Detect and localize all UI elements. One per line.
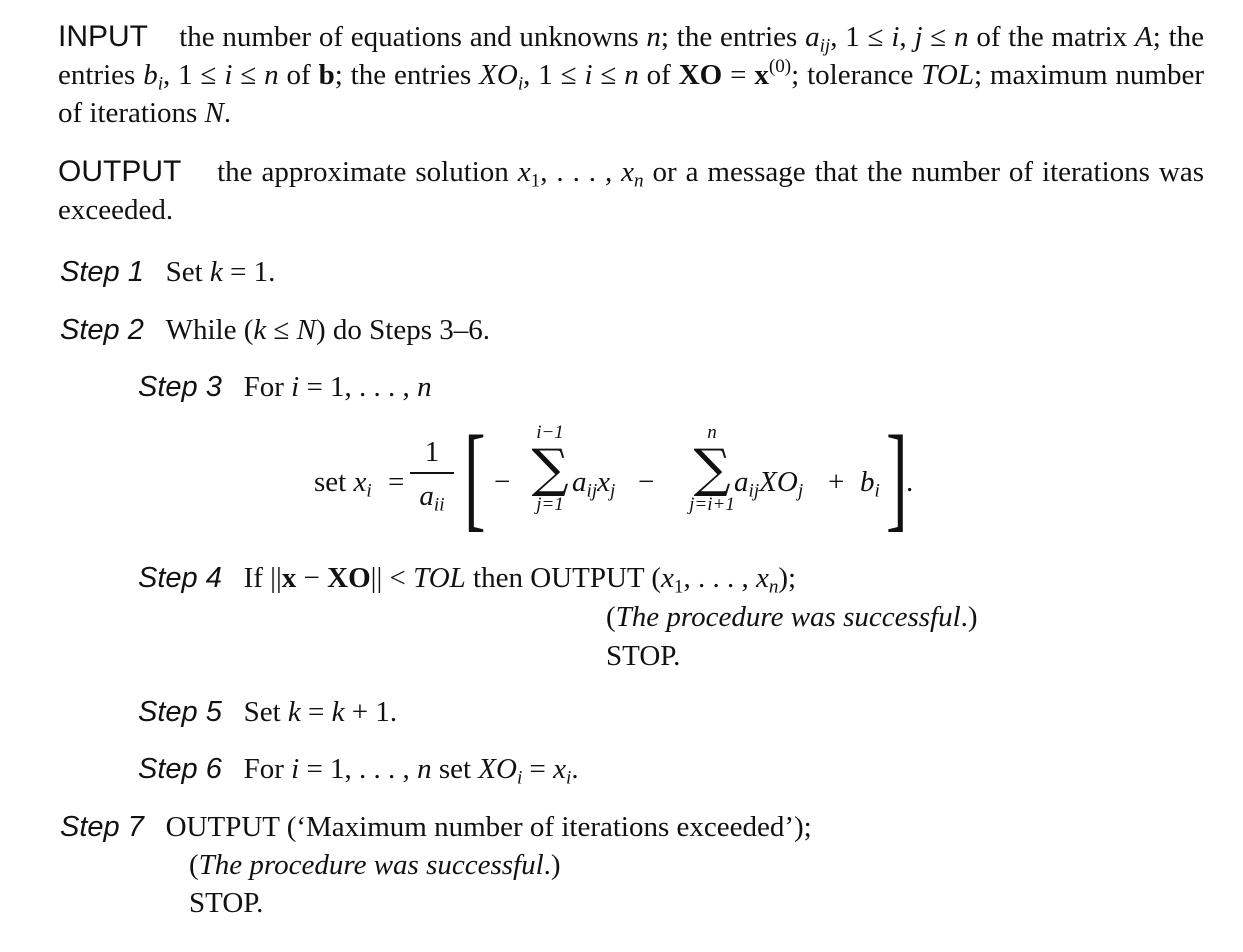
vector-x: x: [754, 59, 769, 91]
step-1: [60, 253, 275, 291]
output-text: , . . . ,: [540, 156, 622, 188]
sum-2-term: [734, 466, 804, 502]
var-i: i: [584, 59, 593, 91]
step-text: Set: [243, 696, 288, 728]
step-6: [138, 750, 579, 788]
subscript: ij: [586, 480, 598, 502]
step-text: );: [778, 562, 797, 594]
input-text: ≤: [592, 59, 625, 91]
input-text: , 1 ≤: [163, 59, 225, 91]
note-text: The procedure was successful: [615, 601, 961, 633]
b-term: [860, 466, 880, 502]
subscript: i: [157, 73, 164, 95]
sigma-icon: ∑: [531, 439, 569, 499]
input-paragraph: [58, 18, 1204, 132]
step-text: ≤: [266, 314, 297, 346]
step-4: [138, 559, 796, 597]
note-text: (: [606, 601, 616, 633]
fraction: [410, 436, 454, 516]
var-n: n: [624, 59, 639, 91]
input-text: =: [722, 59, 755, 91]
subscript: i: [566, 767, 572, 789]
var-x: x: [353, 466, 367, 498]
var-n: n: [646, 21, 661, 53]
step-text: While (: [165, 314, 254, 346]
sigma-icon: ∑: [693, 439, 731, 499]
input-text: of the matrix: [968, 21, 1135, 53]
input-text: , 1 ≤: [830, 21, 892, 53]
var-N: N: [296, 314, 316, 346]
var-x: x: [661, 562, 674, 594]
step-2: [60, 311, 490, 349]
vector-XO: XO: [678, 59, 723, 91]
note-text: The procedure was successful: [198, 849, 544, 881]
vector-x: x: [281, 562, 297, 594]
step-text: Set: [165, 256, 210, 288]
var-n: n: [417, 371, 432, 403]
subscript: ii: [433, 494, 445, 516]
var-a: a: [805, 21, 820, 53]
var-k: k: [253, 314, 267, 346]
step-7-note: [189, 846, 561, 884]
output-text: the approximate solution: [217, 156, 518, 188]
step-text: set: [431, 753, 479, 785]
output-label: OUTPUT: [58, 155, 182, 188]
equals-sign: =: [388, 466, 405, 498]
formula-lhs: [314, 466, 372, 502]
step-label: Step 7: [60, 811, 144, 843]
right-bracket: ]: [886, 411, 908, 542]
step-text: If ||: [243, 562, 282, 594]
var-i: i: [224, 59, 233, 91]
output-paragraph: [58, 153, 1204, 229]
var-a: a: [734, 466, 749, 498]
subscript: j: [797, 480, 804, 502]
denominator: [410, 480, 454, 516]
input-text: ≤: [922, 21, 955, 53]
fraction-bar: [410, 472, 454, 474]
step-4-note: [606, 598, 978, 636]
step-7-stop: STOP.: [189, 887, 264, 919]
step-4-stop: STOP.: [606, 640, 681, 672]
input-text: the number of equations and unknowns: [179, 21, 647, 53]
subscript: 1: [673, 576, 684, 598]
var-TOL: TOL: [413, 562, 466, 594]
step-text: =: [522, 753, 554, 785]
var-i: i: [291, 371, 300, 403]
var-b: b: [143, 59, 158, 91]
sum-lower-limit: j=1: [536, 494, 564, 515]
var-x: x: [755, 562, 769, 594]
input-text: of: [278, 59, 319, 91]
input-text: ≤: [232, 59, 265, 91]
var-k: k: [209, 256, 223, 288]
var-i: i: [891, 21, 900, 53]
var-i: i: [291, 753, 300, 785]
input-text: ; the entries: [660, 21, 806, 53]
input-text: ; the entries: [334, 59, 480, 91]
step-text: .: [571, 753, 579, 785]
var-n: n: [264, 59, 279, 91]
var-k: k: [287, 696, 301, 728]
var-x: x: [517, 156, 531, 188]
var-b: b: [860, 466, 875, 498]
subscript: j: [610, 480, 616, 502]
input-text: ; the entries: [58, 21, 1205, 91]
step-text: −: [296, 562, 328, 594]
step-text: + 1.: [344, 696, 398, 728]
var-a: a: [572, 466, 587, 498]
step-7: [60, 808, 812, 846]
step-label: Step 6: [138, 753, 222, 785]
step-text: ) do Steps 3–6.: [316, 314, 490, 346]
var-x: x: [553, 753, 567, 785]
sum-1-term: [572, 466, 616, 502]
output-text: or a message that the number of iterations was exceeded.: [58, 156, 1204, 226]
input-text: of: [638, 59, 679, 91]
subscript: ij: [819, 35, 831, 57]
var-n: n: [954, 21, 969, 53]
step-text: For: [243, 753, 292, 785]
step-text: , . . . ,: [683, 562, 756, 594]
step-label: Step 5: [138, 696, 222, 728]
period: .: [906, 466, 914, 498]
subscript: i: [366, 480, 372, 502]
input-text: ,: [899, 21, 915, 53]
vector-XO: XO: [327, 562, 371, 594]
input-text: ; tolerance: [791, 59, 922, 91]
var-XO: XO: [478, 753, 517, 785]
subscript: i: [874, 480, 880, 502]
step-text: || <: [370, 562, 414, 594]
note-text: .): [960, 601, 978, 633]
step-text: = 1, . . . ,: [299, 753, 418, 785]
var-x: x: [621, 156, 635, 188]
note-text: .): [543, 849, 561, 881]
subscript: n: [768, 576, 779, 598]
step-label: Step 1: [60, 256, 144, 288]
var-A: A: [1135, 21, 1153, 53]
subscript: ij: [748, 480, 760, 502]
gauss-seidel-formula: [314, 411, 934, 550]
step-text: OUTPUT (‘Maximum number of iterations exceeded’);: [165, 811, 812, 843]
sum-upper-limit: n: [707, 422, 717, 443]
input-label: INPUT: [58, 20, 148, 53]
var-XO: XO: [479, 59, 518, 91]
var-TOL: TOL: [921, 59, 974, 91]
sum-upper-limit: i−1: [536, 422, 564, 443]
var-n: n: [417, 753, 432, 785]
step-3: [138, 368, 432, 406]
formula-text: set: [314, 466, 354, 498]
step-text: For: [243, 371, 292, 403]
subscript: 1: [530, 170, 541, 192]
var-k: k: [331, 696, 345, 728]
subscript: n: [634, 170, 644, 192]
input-text: .: [223, 97, 232, 129]
vector-b: b: [318, 59, 335, 91]
note-text: (: [189, 849, 199, 881]
step-label: Step 4: [138, 562, 222, 594]
var-x: x: [597, 466, 611, 498]
var-j: j: [914, 21, 923, 53]
step-text: then OUTPUT (: [465, 562, 661, 594]
var-a: a: [419, 480, 434, 512]
step-text: =: [300, 696, 332, 728]
step-text: = 1, . . . ,: [299, 371, 418, 403]
subscript: i: [517, 73, 524, 95]
subscript: i: [516, 767, 523, 789]
plus-sign: +: [828, 466, 845, 498]
left-bracket: [: [464, 411, 486, 542]
step-text: = 1.: [222, 256, 276, 288]
step-label: Step 2: [60, 314, 144, 346]
var-XO: XO: [759, 466, 798, 498]
superscript: (0): [768, 56, 792, 78]
var-N: N: [204, 97, 224, 129]
sum-lower-limit: j=i+1: [689, 494, 735, 515]
step-label: Step 3: [138, 371, 222, 403]
step-5: [138, 693, 397, 731]
input-text: ; maximum number of iterations: [58, 59, 1204, 129]
minus-sign: −: [638, 466, 655, 498]
minus-sign: −: [494, 466, 511, 498]
numerator: 1: [424, 436, 440, 468]
input-text: , 1 ≤: [523, 59, 585, 91]
